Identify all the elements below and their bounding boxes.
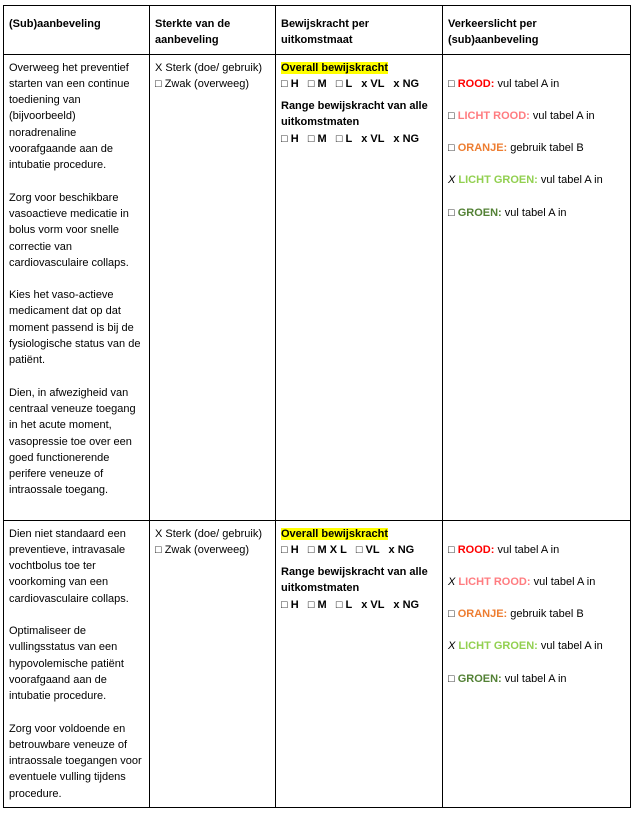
recommendation-paragraph: Dien, in afwezigheid van centraal veneuze toegang in het acute moment, vasopressie toe over een goed functionerende perifere veneuze of intraossale toegang. bbox=[9, 386, 136, 497]
range-evidence-values: □ H □ M □ L x VL x NG bbox=[281, 132, 420, 145]
header-row bbox=[4, 6, 631, 55]
traffic-light-rood: □ ROOD: vul tabel A in bbox=[448, 77, 560, 90]
table-row bbox=[4, 54, 631, 520]
strength-strong: X Sterk (doe/ gebruik) bbox=[155, 61, 262, 74]
header-traffic-light: Verkeerslicht per (sub)aanbeveling bbox=[443, 6, 631, 55]
recommendation-table bbox=[3, 5, 631, 808]
overall-evidence-values: □ H □ M □ L x VL x NG bbox=[281, 77, 420, 90]
recommendation-paragraph: Optimaliseer de vullingsstatus van een hypovolemische patiënt voorafgaand aan de intubatie procedure. bbox=[9, 625, 124, 703]
recommendation-paragraph: Zorg voor beschikbare vasoactieve medicatie in bolus vorm voor snelle correctie van cardiovasculaire collaps. bbox=[9, 191, 129, 269]
range-evidence-label: Range bewijskracht van alle uitkomstmaten bbox=[281, 566, 428, 595]
recommendation-paragraph: Kies het vaso-actieve medicament dat op dat moment passend is bij de fysiologische status van de patiënt. bbox=[9, 289, 141, 367]
traffic-light-licht-rood: □ LICHT ROOD: vul tabel A in bbox=[448, 109, 595, 122]
evidence-cell bbox=[276, 54, 443, 520]
overall-evidence-label: Overall bewijskracht bbox=[281, 527, 388, 540]
overall-evidence-values: □ H □ M X L □ VL x NG bbox=[281, 543, 415, 556]
strength-strong: X Sterk (doe/ gebruik) bbox=[155, 527, 262, 540]
traffic-light-licht-rood: X LICHT ROOD: vul tabel A in bbox=[448, 575, 596, 588]
header-evidence: Bewijskracht per uitkomstmaat bbox=[276, 6, 443, 55]
traffic-light-cell bbox=[443, 54, 631, 520]
strength-cell bbox=[150, 520, 276, 807]
traffic-light-rood: □ ROOD: vul tabel A in bbox=[448, 543, 560, 556]
header-strength: Sterkte van de aanbeveling bbox=[150, 6, 276, 55]
traffic-light-licht-groen: X LICHT GROEN: vul tabel A in bbox=[448, 640, 603, 653]
range-evidence-label: Range bewijskracht van alle uitkomstmaten bbox=[281, 100, 428, 129]
recommendation-paragraph: Dien niet standaard een preventieve, intravasale vochtbolus toe ter voorkoming van een cardiovasculaire collaps. bbox=[9, 527, 129, 605]
overall-evidence-label: Overall bewijskracht bbox=[281, 61, 388, 74]
range-evidence-values: □ H □ M □ L x VL x NG bbox=[281, 598, 420, 611]
recommendation-cell bbox=[4, 54, 150, 520]
strength-cell bbox=[150, 54, 276, 520]
recommendation-cell bbox=[4, 520, 150, 807]
traffic-light-oranje: □ ORANJE: gebruik tabel B bbox=[448, 608, 584, 621]
recommendation-paragraph: Zorg voor voldoende en betrouwbare veneuze of intraossale toegangen voor eventuele vulling tijdens procedure. bbox=[9, 722, 142, 800]
traffic-light-groen: □ GROEN: vul tabel A in bbox=[448, 206, 567, 219]
traffic-light-licht-groen: X LICHT GROEN: vul tabel A in bbox=[448, 174, 603, 187]
strength-weak: □ Zwak (overweeg) bbox=[155, 543, 250, 556]
traffic-light-oranje: □ ORANJE: gebruik tabel B bbox=[448, 142, 584, 155]
traffic-light-cell bbox=[443, 520, 631, 807]
evidence-cell bbox=[276, 520, 443, 807]
recommendation-paragraph: Overweeg het preventief starten van een continue toediening van (bijvoorbeeld) noradrenaline voorafgaande aan de intubatie procedure. bbox=[9, 61, 130, 172]
strength-weak: □ Zwak (overweeg) bbox=[155, 77, 250, 90]
traffic-light-groen: □ GROEN: vul tabel A in bbox=[448, 672, 567, 685]
table-row bbox=[4, 520, 631, 807]
header-recommendation: (Sub)aanbeveling bbox=[4, 6, 150, 55]
